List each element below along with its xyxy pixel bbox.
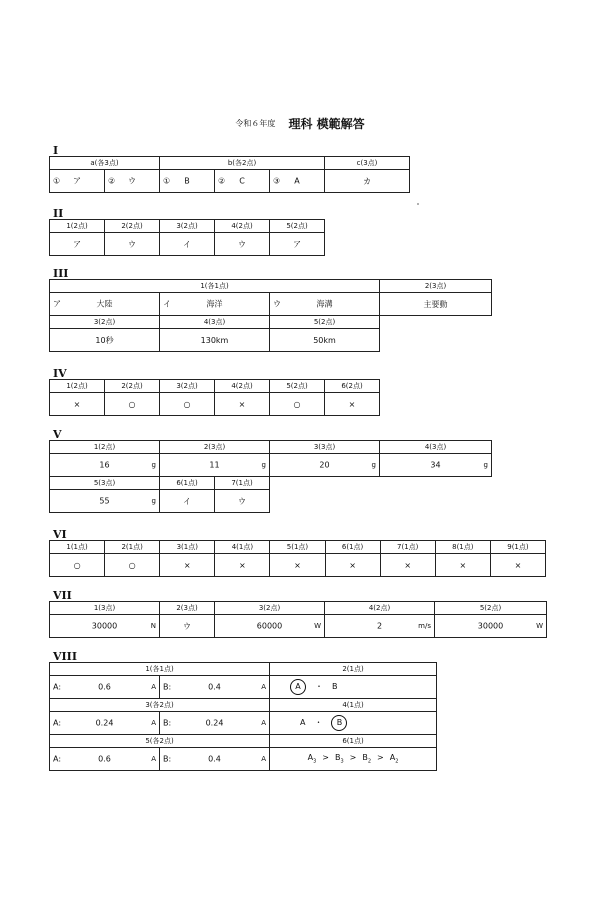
answer-cell: 34 g bbox=[380, 454, 492, 477]
answer-cell: 20 g bbox=[270, 454, 380, 477]
answer-cell: B: 0.24 A bbox=[160, 712, 270, 735]
header-cell: 4(2点) bbox=[215, 380, 270, 393]
answer-cell: ○ bbox=[160, 393, 215, 416]
answer-cell: ア bbox=[270, 233, 325, 256]
title-subject: 理科 模範解答 bbox=[288, 117, 365, 131]
section-1-table bbox=[49, 156, 410, 193]
answer-cell: ② C bbox=[215, 170, 270, 193]
answer-cell: × bbox=[380, 554, 435, 577]
header-cell: 6(1点) bbox=[325, 541, 380, 554]
title-era: 令和６年度 bbox=[235, 119, 276, 128]
header-cell: 5(各2点) bbox=[50, 735, 270, 748]
section-2-table bbox=[49, 219, 325, 256]
answer-cell: × bbox=[270, 554, 325, 577]
header-cell: 4(2点) bbox=[215, 220, 270, 233]
header-cell: 6(1点) bbox=[160, 477, 215, 490]
answer-cell: ① ア bbox=[50, 170, 105, 193]
answer-cell: ③ A bbox=[270, 170, 325, 193]
answer-cell: イ bbox=[160, 233, 215, 256]
header-cell: 3(1点) bbox=[160, 541, 215, 554]
header-cell: 6(2点) bbox=[325, 380, 380, 393]
answer-cell: A ・ B bbox=[270, 676, 437, 699]
answer-cell: A: 0.6 A bbox=[50, 676, 160, 699]
header-cell: 3(2点) bbox=[215, 602, 325, 615]
header-cell: 2(3点) bbox=[160, 441, 270, 454]
answer-cell: 130km bbox=[160, 329, 270, 352]
header-cell: 3(各2点) bbox=[50, 699, 270, 712]
answer-cell: × bbox=[435, 554, 490, 577]
answer-cell: × bbox=[325, 554, 380, 577]
header-cell: 2(3点) bbox=[380, 280, 492, 293]
answer-cell: ② ウ bbox=[105, 170, 160, 193]
header-cell: 1(3点) bbox=[50, 602, 160, 615]
header-cell: 4(2点) bbox=[325, 602, 435, 615]
header-cell: 4(1点) bbox=[270, 699, 437, 712]
section-4-table bbox=[49, 379, 380, 416]
section-8-label: VIII bbox=[53, 650, 77, 663]
header-cell: c(3点) bbox=[325, 157, 410, 170]
answer-cell: 30000 N bbox=[50, 615, 160, 638]
header-cell: 7(1点) bbox=[380, 541, 435, 554]
header-cell: 4(1点) bbox=[215, 541, 270, 554]
header-cell: 7(1点) bbox=[215, 477, 270, 490]
header-cell: 3(3点) bbox=[270, 441, 380, 454]
section-3-label: III bbox=[53, 267, 69, 280]
section-3-table bbox=[49, 279, 492, 352]
section-7-table bbox=[49, 601, 547, 638]
answer-cell: × bbox=[215, 393, 270, 416]
header-cell: 3(2点) bbox=[160, 220, 215, 233]
header-cell: 5(1点) bbox=[270, 541, 325, 554]
answer-cell: ウ bbox=[215, 233, 270, 256]
answer-cell: × bbox=[160, 554, 215, 577]
header-cell: 4(3点) bbox=[380, 441, 492, 454]
section-1-label: I bbox=[53, 144, 59, 157]
answer-cell: イ bbox=[160, 490, 215, 513]
header-cell: 3(2点) bbox=[160, 380, 215, 393]
answer-cell: ○ bbox=[50, 554, 105, 577]
header-cell: 5(2点) bbox=[435, 602, 547, 615]
header-cell: 2(2点) bbox=[105, 380, 160, 393]
header-cell: 6(1点) bbox=[270, 735, 437, 748]
answer-cell: × bbox=[490, 554, 545, 577]
answer-cell: イ 海洋 bbox=[160, 293, 270, 316]
header-cell: 1(1点) bbox=[50, 541, 105, 554]
section-6-table bbox=[49, 540, 546, 577]
answer-cell: A ・ B bbox=[270, 712, 437, 735]
answer-cell: × bbox=[325, 393, 380, 416]
circled-answer: B bbox=[331, 715, 347, 731]
answer-cell: ウ bbox=[105, 233, 160, 256]
answer-cell: 30000 W bbox=[435, 615, 547, 638]
header-cell: 1(2点) bbox=[50, 220, 105, 233]
section-6-label: VI bbox=[53, 528, 67, 541]
empty-cell bbox=[380, 316, 492, 329]
answer-cell: ウ 海溝 bbox=[270, 293, 380, 316]
header-cell: 2(1点) bbox=[105, 541, 160, 554]
header-cell: 2(2点) bbox=[105, 220, 160, 233]
answer-cell: × bbox=[215, 554, 270, 577]
answer-cell: 60000 W bbox=[215, 615, 325, 638]
header-cell: a(各3点) bbox=[50, 157, 160, 170]
header-cell: 1(各1点) bbox=[50, 663, 270, 676]
section-5-table bbox=[49, 440, 492, 513]
header-cell: 3(2点) bbox=[50, 316, 160, 329]
answer-cell: ア bbox=[50, 233, 105, 256]
header-cell: 8(1点) bbox=[435, 541, 490, 554]
section-4-label: IV bbox=[53, 367, 67, 380]
answer-cell: ウ bbox=[215, 490, 270, 513]
circled-answer: A bbox=[290, 679, 306, 695]
answer-cell: B: 0.4 A bbox=[160, 748, 270, 771]
answer-cell: A: 0.6 A bbox=[50, 748, 160, 771]
header-cell: 2(1点) bbox=[270, 663, 437, 676]
section-8-table bbox=[49, 662, 437, 771]
answer-cell: B: 0.4 A bbox=[160, 676, 270, 699]
header-cell: 9(1点) bbox=[490, 541, 545, 554]
answer-cell: ① B bbox=[160, 170, 215, 193]
header-cell: 2(3点) bbox=[160, 602, 215, 615]
answer-cell: ○ bbox=[270, 393, 325, 416]
header-cell: 5(2点) bbox=[270, 380, 325, 393]
answer-cell: ア 大陸 bbox=[50, 293, 160, 316]
answer-cell: $A_3 > B_3 > B_2 > A_2$ bbox=[270, 748, 437, 771]
header-cell: 1(各1点) bbox=[50, 280, 380, 293]
empty-cell bbox=[270, 477, 492, 490]
header-cell: b(各2点) bbox=[160, 157, 325, 170]
answer-cell: ウ bbox=[160, 615, 215, 638]
empty-cell bbox=[270, 490, 492, 513]
answer-cell: A: 0.24 A bbox=[50, 712, 160, 735]
header-cell: 4(3点) bbox=[160, 316, 270, 329]
header-cell: 5(2点) bbox=[270, 316, 380, 329]
answer-cell: 主要動 bbox=[380, 293, 492, 316]
answer-cell: ○ bbox=[105, 554, 160, 577]
answer-cell: 50km bbox=[270, 329, 380, 352]
answer-cell: 11 g bbox=[160, 454, 270, 477]
header-cell: 1(2点) bbox=[50, 441, 160, 454]
section-5-label: V bbox=[53, 428, 62, 441]
page-title bbox=[0, 113, 600, 132]
section-2-label: II bbox=[53, 207, 64, 220]
answer-cell: × bbox=[50, 393, 105, 416]
answer-cell: 10秒 bbox=[50, 329, 160, 352]
header-cell: 5(2点) bbox=[270, 220, 325, 233]
scan-speck bbox=[417, 203, 419, 205]
section-7-label: VII bbox=[53, 589, 72, 602]
answer-cell: カ bbox=[325, 170, 410, 193]
empty-cell bbox=[380, 329, 492, 352]
answer-cell: ○ bbox=[105, 393, 160, 416]
header-cell: 1(2点) bbox=[50, 380, 105, 393]
answer-cell: 55 g bbox=[50, 490, 160, 513]
answer-cell: 2 m/s bbox=[325, 615, 435, 638]
answer-cell: 16 g bbox=[50, 454, 160, 477]
header-cell: 5(3点) bbox=[50, 477, 160, 490]
